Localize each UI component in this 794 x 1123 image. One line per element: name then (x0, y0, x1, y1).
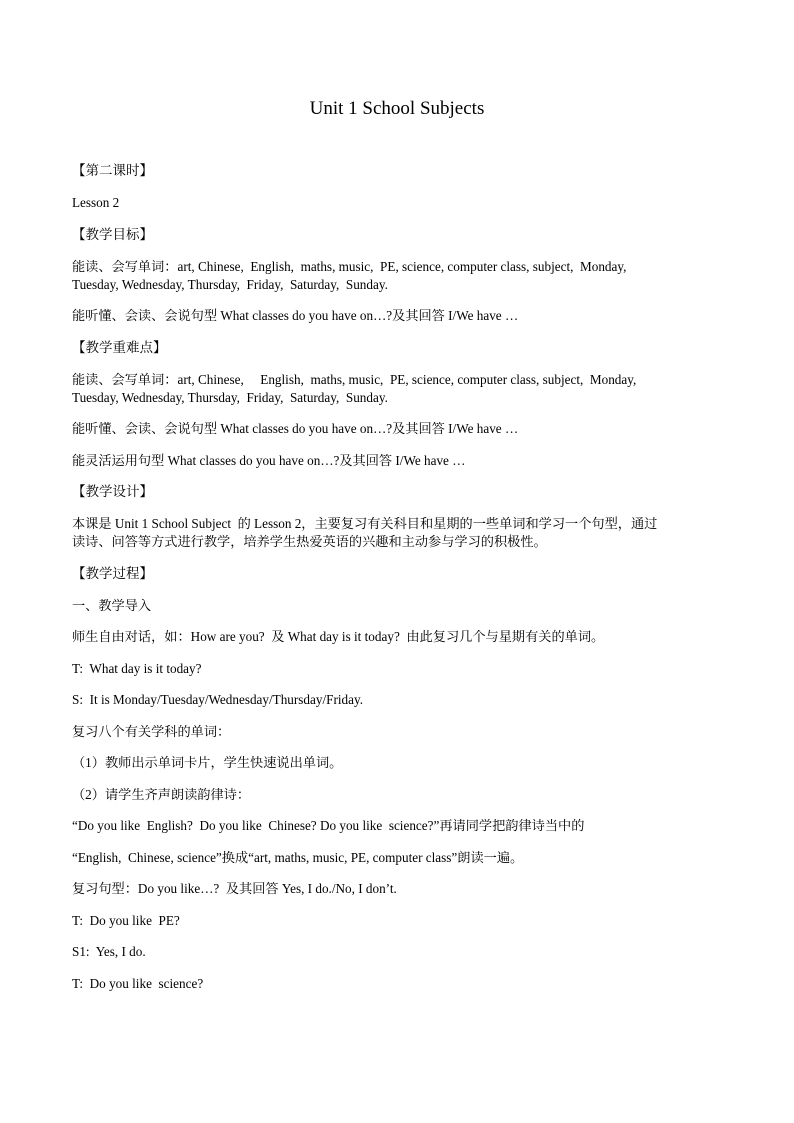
section-heading-lesson: 【第二课时】 (72, 163, 153, 178)
section-heading-objectives: 【教学目标】 (72, 226, 153, 242)
section-heading-design: 【教学设计】 (72, 484, 153, 499)
lesson-label: Lesson 2 (72, 195, 120, 210)
process-step-heading: 一、教学导入 (72, 597, 152, 613)
key-point-usage: 能灵活运用句型 What classes do you have on…?及其回答 I/We have … (72, 452, 466, 468)
key-point-sentence: 能听懂、会读、会说句型 What classes do you have on…?及其回答 I/We have … (72, 421, 519, 436)
process-dialogue-intro: 师生自由对话，如：How are you? 及 What day is it today? 由此复习几个与星期有关的单词。 (72, 629, 605, 644)
design-description: 本课是 Unit 1 School Subject 的 Lesson 2，主要复习有关科目和星期的一些单词和学习一个句型，通过 读诗、问答等方式进行教学，培养学生热爱英语的兴趣和主动参与学习的积极性。 (72, 516, 658, 549)
section-heading-key-points: 【教学重难点】 (72, 339, 167, 355)
review-step-2: （2）请学生齐声朗读韵律诗： (72, 786, 251, 802)
dialogue-line: T: What day is it today? (72, 660, 202, 676)
objective-sentence: 能听懂、会读、会说句型 What classes do you have on…?及其回答 I/We have … (72, 308, 519, 323)
dialogue-line: S1: Yes, I do. (72, 944, 146, 959)
section-heading-process: 【教学过程】 (72, 565, 153, 581)
chant-line: “Do you like English? Do you like Chinese? Do you like science?”再请同学把韵律诗当中的 (72, 818, 585, 833)
dialogue-line: S: It is Monday/Tuesday/Wednesday/Thursday/Friday. (72, 692, 363, 707)
dialogue-line: T: Do you like science? (72, 975, 204, 991)
chant-replacement-line: “English, Chinese, science”换成“art, maths, music, PE, computer class”朗读一遍。 (72, 849, 524, 865)
review-subjects-heading: 复习八个有关学科的单词： (72, 723, 231, 739)
dialogue-line: T: Do you like PE? (72, 912, 180, 928)
objective-vocabulary: 能读、会写单词：art, Chinese, English, maths, music, PE, science, computer class, subject, Monday, Tuesday, Wednesday, Thursday, Friday, Saturday, Sunday. (72, 258, 627, 292)
document-body (72, 162, 724, 1006)
review-sentence-pattern: 复习句型：Do you like…? 及其回答 Yes, I do./No, I don’t. (72, 881, 397, 896)
document-title: Unit 1 School Subjects (309, 98, 485, 119)
review-step-1: （1）教师出示单词卡片，学生快速说出单词。 (72, 755, 343, 770)
key-point-vocabulary: 能读、会写单词：art, Chinese, English, maths, music, PE, science, computer class, subject, Monday, Tuesday, Wednesday, Thursday, Friday, Saturday, Sunday. (72, 371, 637, 405)
